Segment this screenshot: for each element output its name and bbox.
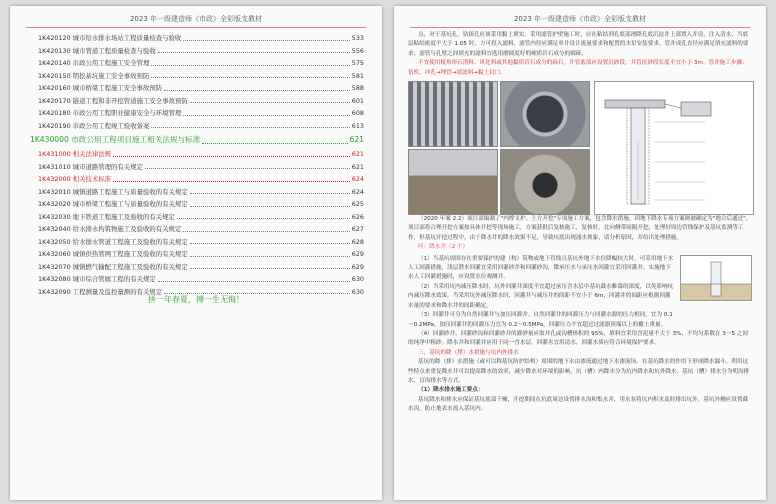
left-header-rule (26, 27, 366, 28)
toc-entry (38, 211, 364, 224)
toc-title: 1K430000 市政公用工程项目施工相关法规与标准 (30, 135, 201, 144)
toc-leader (164, 82, 350, 91)
filter-pipe-photo (500, 81, 590, 147)
well-pipe-photo (408, 81, 498, 147)
toc-leader (158, 45, 350, 54)
left-page-header: 2023 年一级建造师《市政》全彩版支教材 (129, 15, 263, 23)
toc-entry (38, 82, 364, 95)
sub-heading: （1）降水排水施工要点： (418, 387, 484, 394)
toc-title: 1K420120 城市给水排水场站工程质量检查与验收 (38, 34, 182, 42)
left-page (10, 6, 382, 500)
toc-title: 1K432050 给水排水管道工程施工及验收的有关规定 (38, 237, 188, 246)
right-page (394, 6, 766, 500)
toc-leader (158, 273, 350, 282)
toc-page-number: 556 (351, 46, 364, 55)
well-opening-photo (500, 149, 590, 215)
toc-page-number: 621 (351, 162, 364, 171)
toc-title: 1K420170 隧道工程和非开挖管道施工安全事故预防 (38, 96, 188, 105)
toc-entry (38, 57, 364, 70)
toc-leader (113, 148, 350, 157)
toc-title: 1K431000 相关法律法规 (38, 150, 112, 158)
toc-page-number: 627 (351, 225, 364, 233)
toc-page-number: 628 (351, 237, 364, 246)
well-diagram-svg (595, 82, 753, 214)
toc-leader (190, 236, 350, 245)
toc-page-number: 621 (351, 150, 364, 158)
toc-title: 1K420150 明挖基坑施工安全事故预防 (38, 71, 150, 80)
toc-page-number: 613 (351, 121, 364, 130)
toc-entry (38, 95, 364, 108)
toc-entry (38, 107, 364, 120)
toc-leader (177, 211, 350, 220)
toc-page-number: 624 (351, 187, 364, 196)
right-page-header: 2023 年一级建造师《市政》全彩版支教材 (513, 15, 647, 23)
toc-title: 1K432080 城市综合管廊工程的有关规定 (38, 275, 156, 283)
toc-page-number: 630 (351, 287, 364, 296)
toc-page-number: 624 (351, 175, 364, 183)
toc-title: 1K432060 城镇供热管网工程施工及验收的有关规定 (38, 250, 188, 258)
toc-page-number: 588 (351, 84, 364, 92)
toc-page-number: 608 (351, 109, 364, 117)
list-item: （3）回灌井可分为自然回灌井与加压回灌井。自然回灌井的回灌压力与回灌水源的压力相同，宜为 0.1～0.2MPa。加压回灌井的回灌压力宜为 0.2～0.5MPa，回灌压力不宜超过过滤器顶端以上的覆土重量。 (408, 312, 673, 328)
intro-text (394, 28, 766, 78)
toc-leader (190, 261, 350, 270)
toc-entry (38, 186, 364, 199)
figure-caption: （2020 年案 2.2）项目部编制了"内撑支护、土方开挖"专项施工方案，包含降水措施。因地下降水专项方案则被确定为"地合后通过"，项目部将合理开挖方案按具体开挖等现场施工，方案获批后复核施工，复核时，北向侧带间隔开挖，处理好周边管线保护及基坑监测等工作，但基坑开挖过程中，由于降水井的降水效果不足，导致坑底出现涌水现象，请分析原因，并给出处理措施。 (408, 216, 752, 241)
toc-entry (38, 261, 364, 274)
toc-title: 1K432090 工程测量及监控量测的有关规定 (38, 287, 163, 296)
toc-entry (38, 120, 364, 133)
toc-title: 1K432000 相关技术标准 (38, 175, 112, 183)
toc-page-number: 629 (351, 250, 364, 258)
toc-page-number: 626 (351, 212, 364, 221)
toc-entry (38, 248, 364, 261)
drilling-worker-photo (408, 149, 498, 215)
section-text: 基坑的降（排）水措施（或可以称基坑防护结构）周围的地下水由渗流通过地下水渗流场，在基坑降水的作用下形成降水漏斗。利用这些特点来重复降水井可以提高降水的效率，减少降水对环境的影响。坑（槽）内降水分为坑内降水和坑外降水；基坑（槽）排水分为明沟排水、盲沟排水等方式。 (408, 359, 750, 384)
intro-paragraph-2: 不宜使用棱角形石渣料、风化料或其他黏质岩石成分的砾石。井管底部应设置沉砂段，井管沉砂段长度不宜小于 3m。管井施工步骤：钻机、冲孔→埋管→填滤料→黏土封口。 (408, 60, 748, 76)
toc-leader (183, 223, 349, 232)
list-item: （1）当基坑周围存在重要保护的建（构）筑物或地下管线且基坑外地下水位降幅较大时，可采用地下水人工回灌措施，浅层潜水回灌宜采用回灌砂井和回灌砂沟，微承压水与承压水回灌宜采用回灌井。实施地下水人工回灌措施时，应设置水位观测井。 (408, 255, 674, 281)
toc-leader (183, 32, 349, 41)
toc-leader (190, 186, 350, 195)
slogan: 拼一年春夏，搏一生无悔！ (148, 295, 244, 304)
items-with-sketch (408, 255, 752, 330)
toc-entry (38, 148, 364, 161)
toc-leader (190, 198, 350, 207)
toc-entry (38, 236, 364, 249)
recharge-well-sketch (680, 255, 752, 301)
toc-leader (164, 286, 350, 295)
toc-title: 1K432030 地下铁道工程施工及验收的有关规定 (38, 212, 175, 221)
toc-entry (38, 198, 364, 211)
toc-page-number: 575 (351, 59, 364, 67)
case-and-notes (394, 213, 766, 415)
toc-leader (183, 107, 349, 116)
toc-leader (151, 120, 349, 129)
toc-leader (113, 173, 350, 182)
toc-leader (145, 161, 350, 170)
toc-entry (38, 32, 364, 45)
toc-entry (38, 273, 364, 286)
toc-title: 1K420140 市政公用工程施工安全管理 (38, 59, 150, 67)
toc-title: 1K432010 城镇道路工程施工与质量验收的有关规定 (38, 187, 188, 196)
toc-title: 1K420180 市政公用工程职业健康安全与环境管理 (38, 109, 182, 117)
toc-title: 1K420160 城市桥梁工程施工安全事故预防 (38, 84, 163, 92)
toc-leader (151, 57, 349, 66)
toc-page-number: 621 (349, 135, 364, 144)
question-line: 问：降水井（2 个） (418, 244, 469, 251)
toc-page-number: 625 (351, 200, 364, 208)
well-structure-diagram (594, 81, 754, 215)
toc-title: 1K420130 城市管道工程质量检查与验收 (38, 46, 156, 55)
list-item: （2）当采用坑内减压降水时，坑外回灌井深度不宜超过承压含水层中基坑截水帷幕的深度，以免影响坑内减压降水效果。当采用坑外减压降水时，回灌井与减压井的间距不宜小于 6m，回灌井的间距应根据回灌水量的要求和降水井的间距确定。 (408, 283, 674, 309)
table-of-contents (10, 32, 382, 298)
toc-title: 1K432070 城镇燃气输配工程施工及验收的有关规定 (38, 262, 188, 271)
toc-page-number: 601 (351, 96, 364, 105)
toc-entry (38, 223, 364, 236)
toc-title: 1K432020 城市桥梁工程施工与质量验收的有关规定 (38, 200, 188, 208)
toc-entry (38, 70, 364, 83)
toc-title: 1K432040 给水排水构筑物施工及验收的有关规定 (38, 225, 182, 233)
toc-entry (38, 45, 364, 58)
toc-title: 1K420190 市政公用工程竣工验收备案 (38, 121, 150, 130)
toc-page-number: 629 (351, 262, 364, 271)
figure-panel (408, 81, 752, 213)
sub-text: 基坑降水和排水应保证基坑底部干燥，开挖期间在坑底周边设置排水沟和集水井，用水泵将坑内积水及时排出坑外。基坑外侧应设置截水沟，防止地表水流入基坑内。 (408, 396, 749, 413)
toc-leader (190, 95, 350, 104)
items-column (408, 255, 676, 330)
toc-entry (38, 173, 364, 186)
recharge-sketch-svg (681, 256, 751, 300)
toc-leader (190, 248, 350, 257)
section-heading: 三、基坑的降（排）水措施与坑内外排水 (418, 349, 519, 356)
toc-page-number: 630 (351, 275, 364, 283)
toc-page-number: 533 (351, 34, 364, 42)
toc-leader (151, 70, 349, 79)
toc-entry (30, 132, 364, 148)
list-item: （4）回灌砂井、回灌砂沟和回灌砂井的灌砂量应取井孔或沟槽体积的 95%，填料宜采用含泥量不大于 3%，不均匀系数在 3～5 之间的纯净中粗砂。降水井和回灌井应用于同一含水层，回灌水宜用清水，回灌水质应符合环境保护要求。 (408, 330, 748, 347)
intro-paragraph-1: 点，对于基坑孔、钻探孔应该采用黏土填实。采用滤管护壁施工时，应在粘结剂孔底部滑降孔底沉淀井上部置入并设，注入清水，当底层粘结密度不大于 1.05 时，方可投入滤料。滤管内径应满足单井设计流量要求和配置的水泵安装要求。管井成孔直径应满足填充滤料的要求；滤管与孔壁之间填充的滤料宜选用磨圆度好的硬质岩石成分的圆砾， (408, 32, 749, 57)
toc-leader (202, 132, 347, 144)
toc-entry (38, 161, 364, 174)
toc-page-number: 581 (351, 71, 364, 80)
toc-title: 1K431010 城市道路管理的有关规定 (38, 162, 143, 171)
